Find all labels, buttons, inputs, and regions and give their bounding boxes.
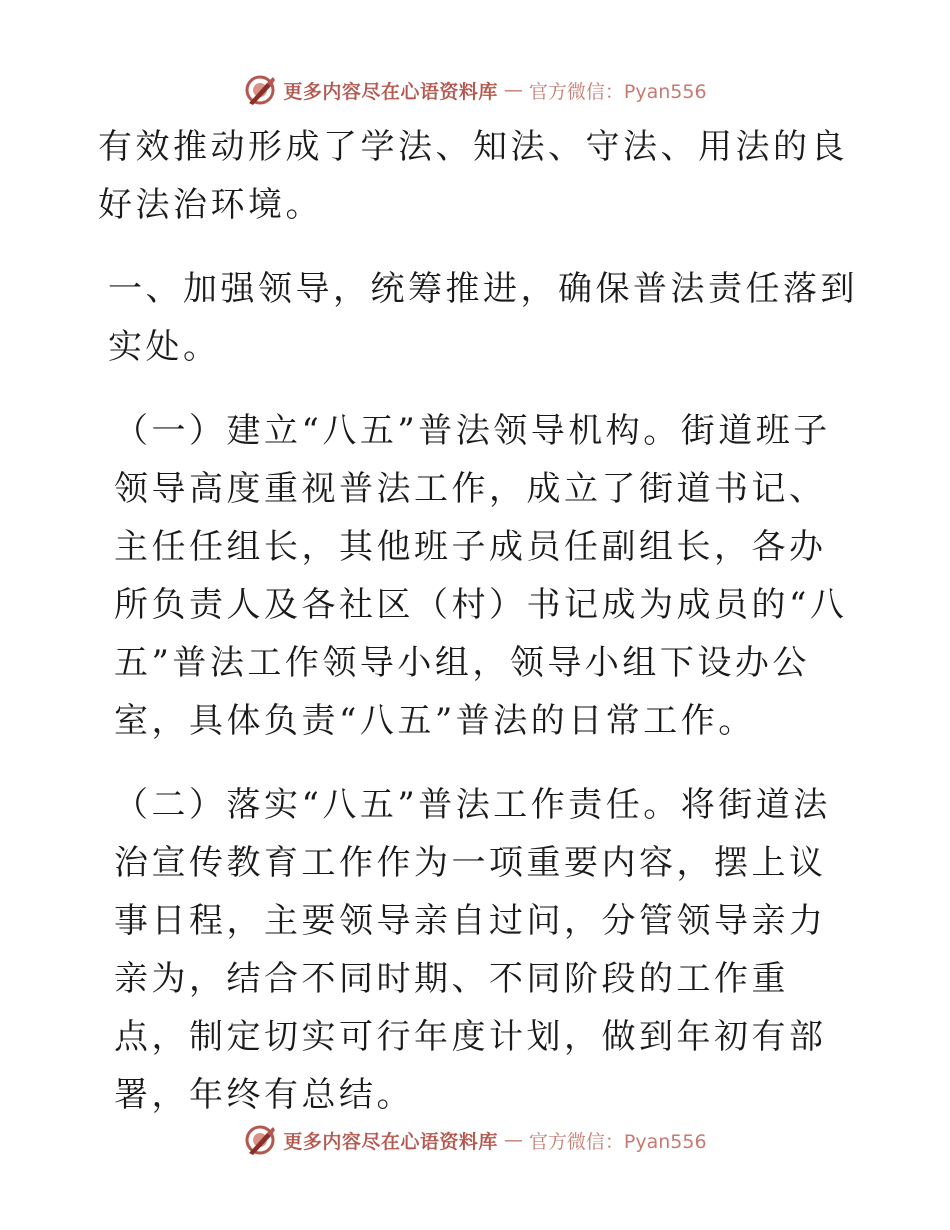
paragraph-intro: 有效推动形成了学法、知法、守法、用法的良好法治环境。 <box>98 127 848 225</box>
watermark-separator: — <box>503 79 523 101</box>
watermark-brand: 更多内容尽在心语资料库 <box>283 80 498 103</box>
watermark-contact: 官方微信：Pyan556 <box>528 1130 707 1153</box>
watermark-separator: — <box>503 1129 523 1151</box>
document-body <box>98 118 858 1150</box>
paragraph-item-2: （二）落实“八五”普法工作责任。将街道法治宣传教育工作作为一项重要内容，摆上议事日程，主要领导亲自过问，分管领导亲力亲为，结合不同时期、不同阶段的工作重点，制定切实可行年度计划，做到年初有部署，年终有总结。 <box>114 785 831 1115</box>
watermark-contact: 官方微信：Pyan556 <box>528 80 707 103</box>
watermark-brand: 更多内容尽在心语资料库 <box>283 1130 498 1153</box>
header-watermark <box>0 70 950 110</box>
pen-seal-logo-icon <box>243 73 277 107</box>
footer-watermark <box>0 1120 950 1160</box>
paragraph-item-1: （一）建立“八五”普法领导机构。街道班子领导高度重视普法工作，成立了街道书记、主任任组长，其他班子成员任副组长，各办所负责人及各社区（村）书记成为成员的“八五”普法工作领导小组，领导小组下设办公室，具体负责“八五”普法的日常工作。 <box>114 411 848 741</box>
pen-seal-logo-icon <box>243 1123 277 1157</box>
section-heading: 一、加强领导，统筹推进，确保普法责任落到实处。 <box>108 269 858 367</box>
